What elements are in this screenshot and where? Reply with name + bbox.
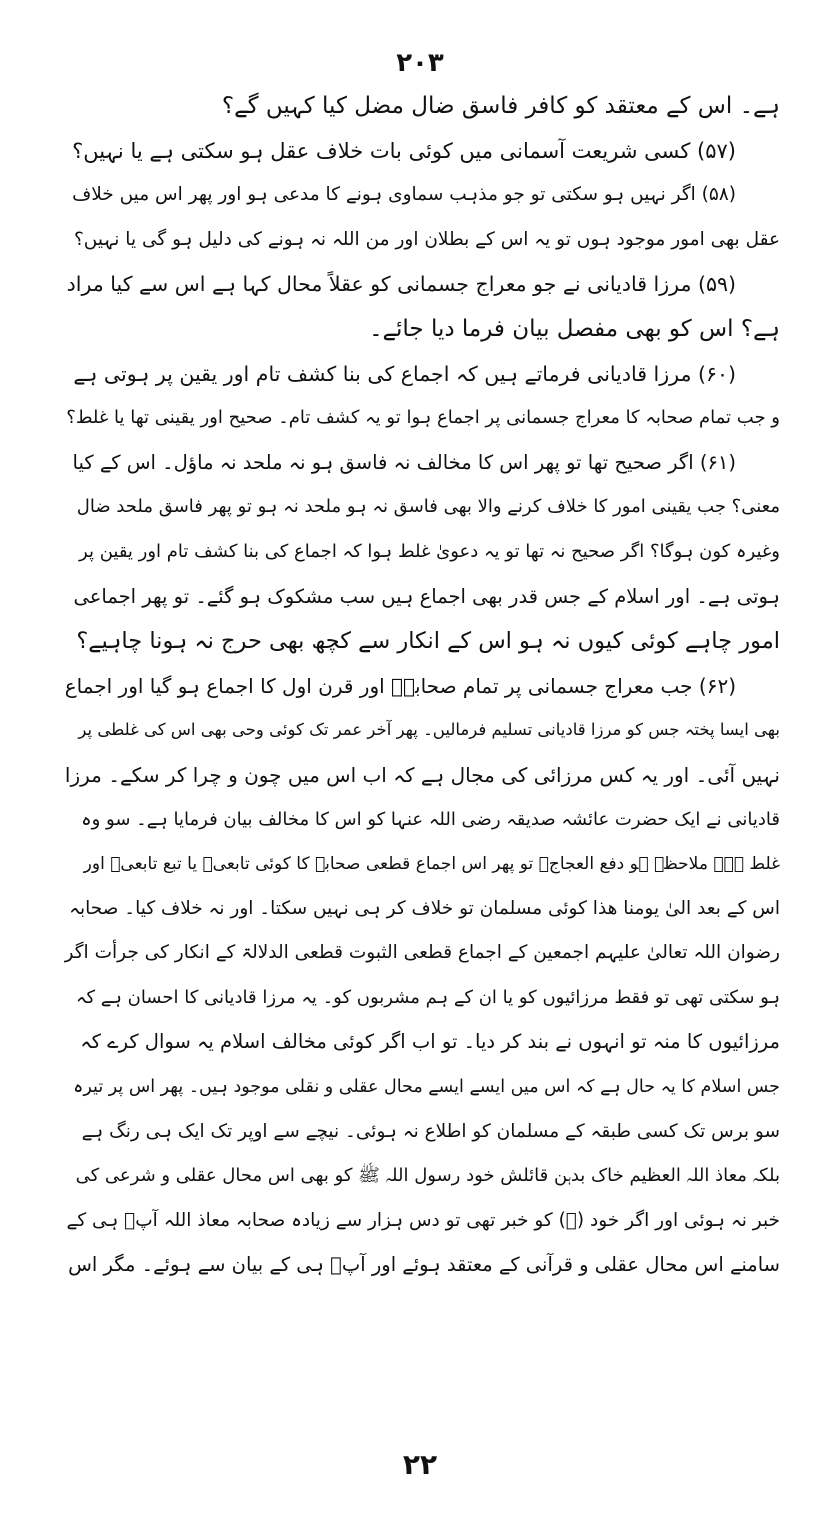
text-line: سو برس تک کسی طبقہ کے مسلمان کو اطلاع نہ ہوئی۔ نیچے سے اوپر تک ایک ہی رنگ ہے bbox=[81, 1120, 780, 1142]
text-line: معنی؟ جب یقینی امور کا خلاف کرنے والا بھی فاسق نہ ہو ملحد نہ ہو تو پھر فاسق ملحد ضال bbox=[76, 496, 780, 518]
text-line: بلکہ معاذ اللہ العظیم خاک بدہن قائلش خود رسول اللہ ﷺ کو بھی اس محال عقلی و شرعی کی bbox=[75, 1165, 780, 1187]
text-line: مرزائیوں کا منہ تو انہوں نے بند کر دیا۔ تو اب اگر کوئی مخالف اسلام یہ سوال کرے کہ bbox=[80, 1030, 780, 1054]
text-line: ہے۔ اس کے معتقد کو کافر فاسق ضال مضل کیا کہیں گے؟ bbox=[221, 93, 780, 119]
top-page-number: ۲۰۳ bbox=[396, 48, 444, 78]
text-line: (۵۹) مرزا قادیانی نے جو معراج جسمانی کو عقلاً محال کہا ہے اس سے کیا مراد bbox=[66, 272, 736, 297]
text-line: رضوان اللہ تعالیٰ علیہم اجمعین کے اجماع قطعی الثبوت قطعی الدلالۃ کے انکار کی جرأت اگر bbox=[64, 942, 780, 964]
text-line: (۵۷) کسی شریعت آسمانی میں کوئی بات خلاف عقل ہو سکتی ہے یا نہیں؟ bbox=[72, 138, 736, 163]
text-line: وغیرہ کون ہوگا؟ اگر صحیح نہ تھا تو یہ دعویٰ غلط ہوا کہ اجماع کی بنا کشف تام اور یقین پر bbox=[79, 540, 780, 562]
text-line: (۶۲) جب معراج جسمانی پر تمام صحابہؓ اور قرن اول کا اجماع ہو گیا اور اجماع bbox=[64, 673, 736, 698]
text-line: نہیں آئی۔ اور یہ کس مرزائی کی مجال ہے کہ اب اس میں چون و چرا کر سکے۔ مرزا bbox=[64, 762, 780, 787]
text-line: قادیانی نے ایک حضرت عائشہ صدیقہ رضی اللہ عنہا کو اس کا مخالف بیان فرمایا ہے۔ سو وہ bbox=[81, 808, 780, 830]
text-line: ہوتی ہے۔ اور اسلام کے جس قدر بھی اجماع ہیں سب مشکوک ہو گئے۔ تو پھر اجماعی bbox=[73, 584, 780, 608]
text-line: ہو سکتی تھی تو فقط مرزائیوں کو یا ان کے ہم مشربوں کو۔ یہ مرزا قادیانی کا احسان ہے کہ bbox=[75, 986, 780, 1008]
text-line: غلط ہے۔ ملاحظہ ہو دفع العجاج۔ تو پھر اس اجماع قطعی صحابہ کا کوئی تابعیؒ یا تبع تابعیؒ اور bbox=[83, 854, 780, 875]
text-line: (۶۰) مرزا قادیانی فرماتے ہیں کہ اجماع کی بنا کشف تام اور یقین پر ہوتی ہے bbox=[73, 361, 736, 386]
text-line: خبر نہ ہوئی اور اگر خود (ﷺ) کو خبر تھی تو دس ہزار سے زیادہ صحابہ معاذ اللہ آپؐ ہی کے bbox=[66, 1209, 780, 1231]
text-line: سامنے اس محال عقلی و قرآنی کے معتقد ہوئے اور آپؐ ہی کے بیان سے ہوئے۔ مگر اس bbox=[68, 1253, 780, 1277]
text-line: (۵۸) اگر نہیں ہو سکتی تو جو مذہب سماوی ہونے کا مدعی ہو اور پھر اس میں خلاف bbox=[72, 184, 736, 206]
text-line: بھی ایسا پختہ جس کو مرزا قادیانی تسلیم فرمالیں۔ پھر آخر عمر تک کوئی وحی بھی اس کی غلطی پر bbox=[78, 720, 780, 740]
text-line: و جب تمام صحابہ کا معراج جسمانی پر اجماع ہوا تو یہ کشف تام۔ صحیح اور یقینی تھا یا غلط؟ bbox=[66, 407, 780, 429]
text-line: (۶۱) اگر صحیح تھا تو پھر اس کا مخالف نہ فاسق ہو نہ ملحد نہ ماؤل۔ اس کے کیا bbox=[72, 450, 736, 474]
body-text bbox=[64, 84, 780, 1288]
text-line: عقل بھی امور موجود ہوں تو یہ اس کے بطلان اور من اللہ نہ ہونے کی دلیل ہو گی یا نہیں؟ bbox=[73, 228, 780, 250]
bottom-page-number: ۲۲ bbox=[402, 1448, 438, 1481]
text-line: ہے؟ اس کو بھی مفصل بیان فرما دیا جائے۔ bbox=[369, 315, 780, 342]
text-line: جس اسلام کا یہ حال ہے کہ اس میں ایسے ایسے محال عقلی و نقلی موجود ہیں۔ پھر اس پر تیرہ bbox=[73, 1077, 780, 1098]
text-line: اس کے بعد الیٰ یومنا ھذا کوئی مسلمان تو خلاف کر ہی نہیں سکتا۔ اور نہ خلاف کیا۔ صحابہ bbox=[69, 897, 780, 919]
text-line: امور چاہے کوئی کیوں نہ ہو اس کے انکار سے کچھ بھی حرج نہ ہونا چاہیے؟ bbox=[76, 628, 780, 655]
